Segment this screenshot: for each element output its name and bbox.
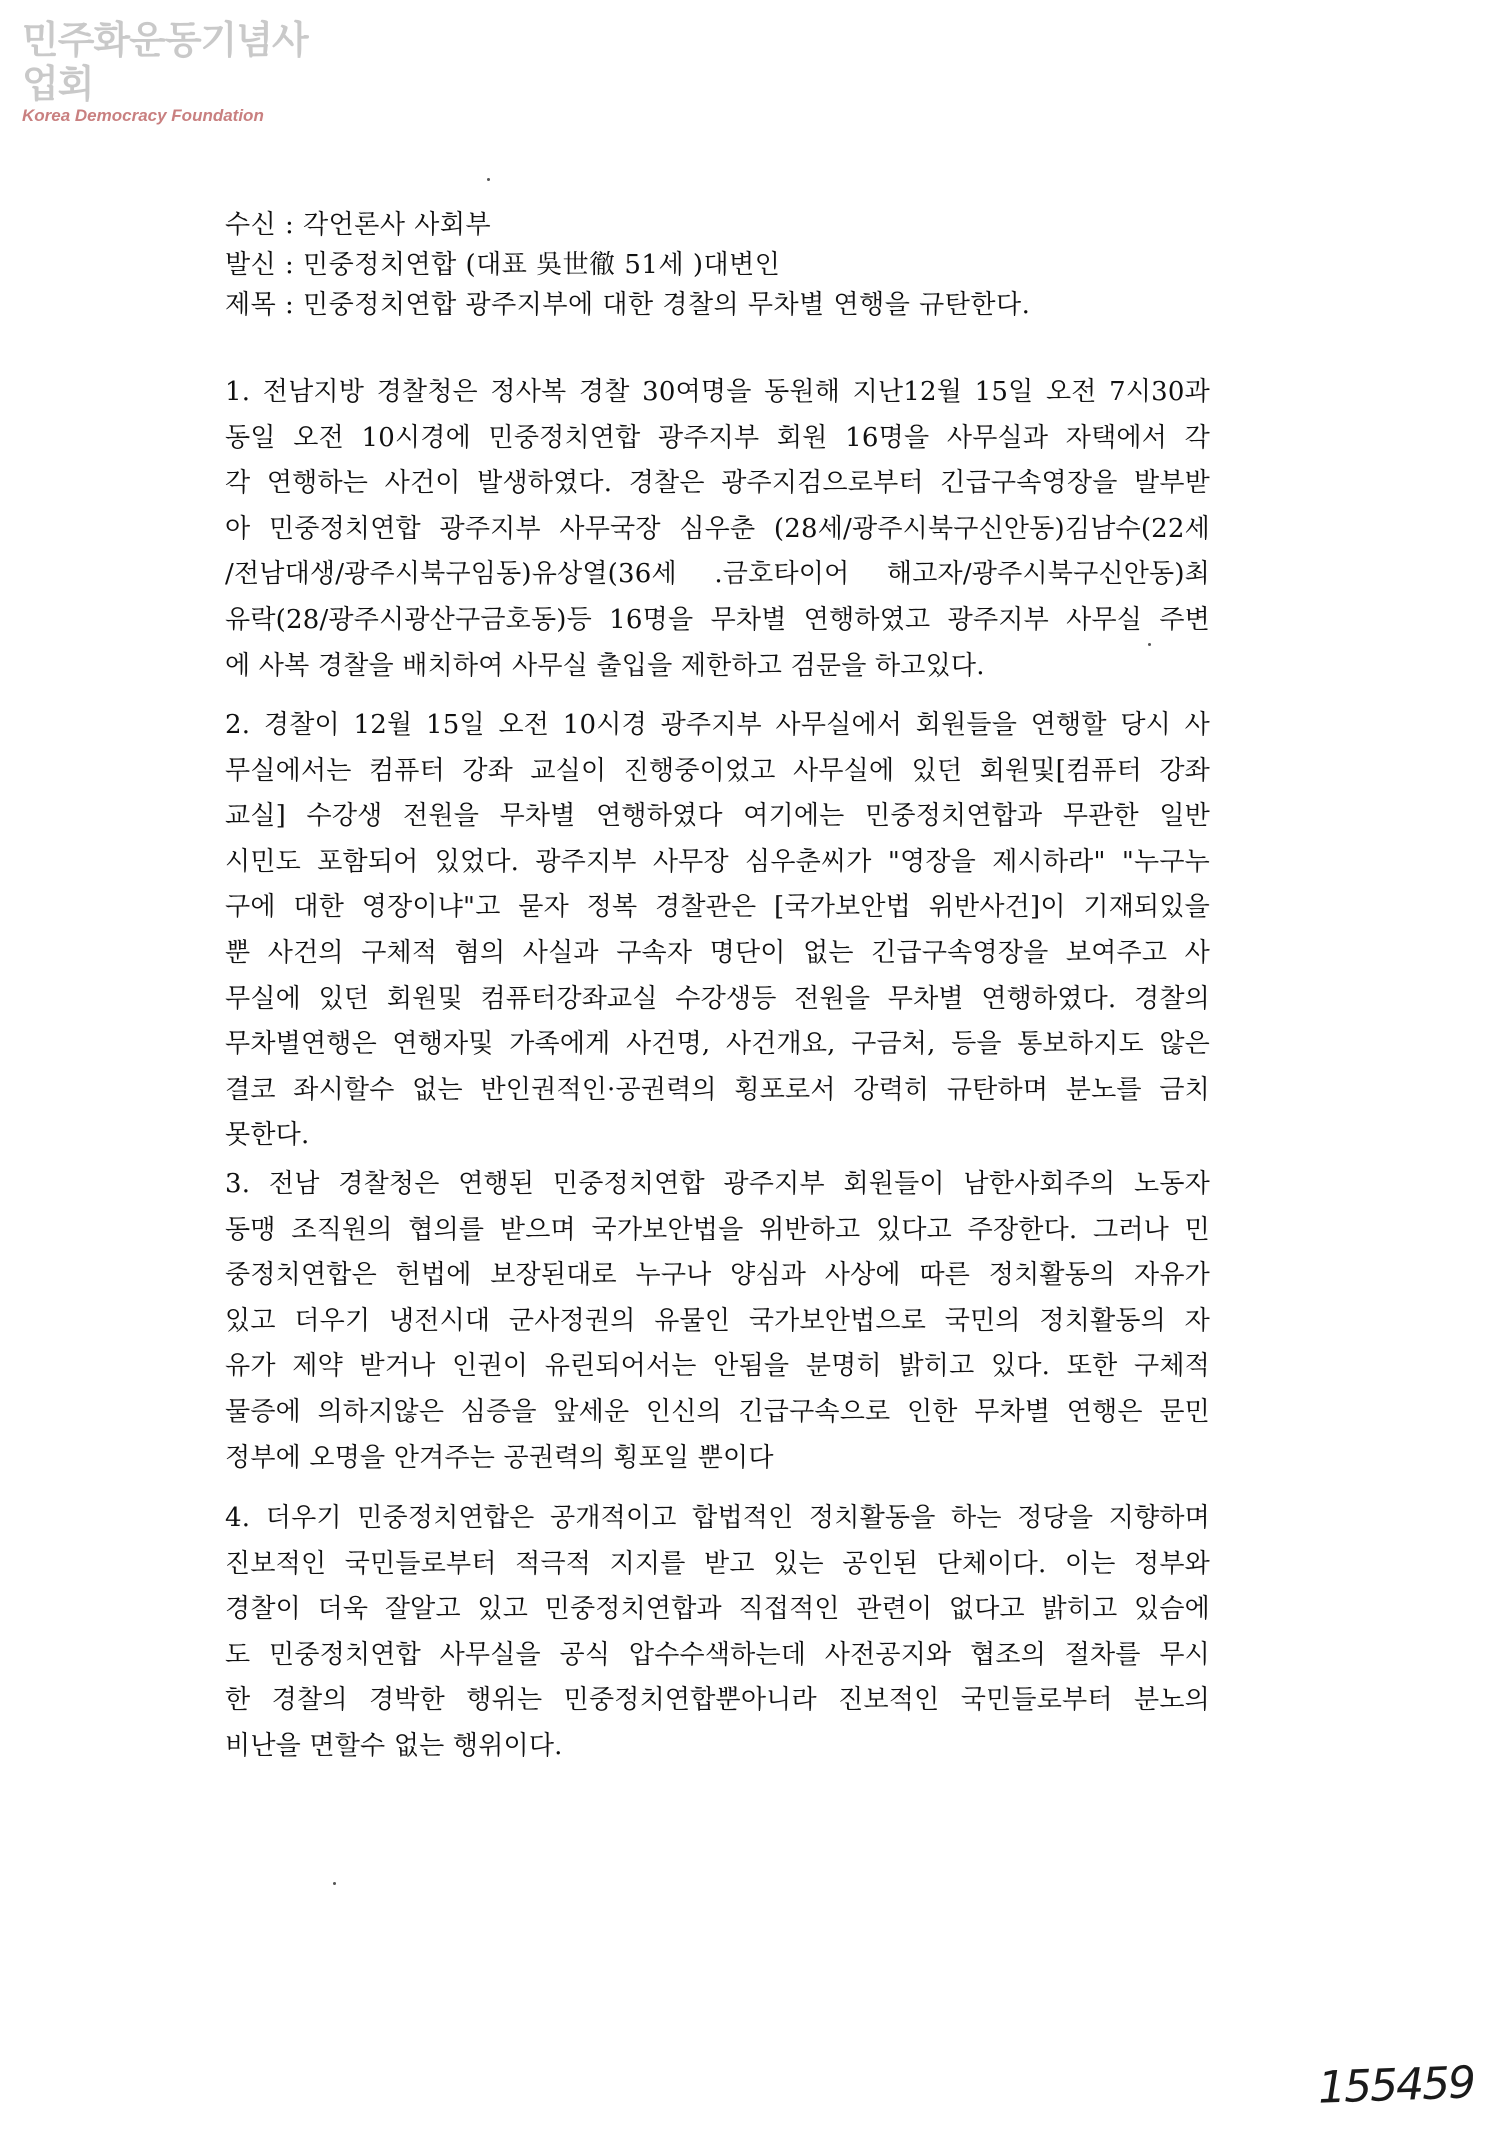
paragraph-line: 아 민중정치연합 광주지부 사무국장 심우춘 (28세/광주시북구신안동)김남수(22세 [225,513,1210,544]
paragraph-line: 못한다. [225,1120,310,1151]
paragraph-line: 동맹 조직원의 협의를 받으며 국가보안법을 위반하고 있다고 주장한다. 그러나 민 [225,1214,1210,1245]
sender-line: 발신 : 민중정치연합 (대표 吳世徹 51세 )대변인 [225,250,781,280]
paragraph-line: 경찰이 더욱 잘알고 있고 민중정치연합과 직접적인 관련이 없다고 밝히고 있슴에 [225,1594,1210,1625]
paragraph-line: 4. 더우기 민중정치연합은 공개적이고 합법적인 정치활동을 하는 정당을 지향하며 [225,1503,1210,1533]
paragraph-line: 무실에 있던 회원및 컴퓨터강좌교실 수강생등 전원을 무차별 연행하였다. 경찰의 [225,983,1210,1014]
paragraph-line: 정부에 오명을 안겨주는 공권력의 횡포일 뿐이다 [225,1442,774,1473]
paragraph-line: 각 연행하는 사건이 발생하였다. 경찰은 광주지검으로부터 긴급구속영장을 발부받 [225,468,1210,499]
paragraph-line: /전남대생/광주시북구임동)유상열(36세 .금호타이어 해고자/광주시북구신안동)최 [225,559,1210,590]
paragraph-line: 구에 대한 영장이냐"고 묻자 정복 경찰관은 [국가보안법 위반사건]이 기재되있을 [225,892,1210,923]
paragraph-line: 에 사복 경찰을 배치하여 사무실 출입을 제한하고 검문을 하고있다. [225,650,985,681]
paragraph-line: 진보적인 국민들로부터 적극적 지지를 받고 있는 공인된 단체이다. 이는 정부와 [225,1548,1210,1579]
recipient-line: 수신 : 각언론사 사회부 [225,210,492,240]
paragraph-line: 물증에 의하지않은 심증을 앞세운 인신의 긴급구속으로 인한 무차별 연행은 문민 [225,1396,1210,1427]
paragraph-line: 있고 더우기 냉전시대 군사정권의 유물인 국가보안법으로 국민의 정치활동의 자 [225,1305,1210,1336]
paragraph-line: 시민도 포함되어 있었다. 광주지부 사무장 심우춘씨가 "영장을 제시하라" "누구누 [225,846,1210,877]
scan-speck [1148,643,1151,646]
paragraph-4 [225,1496,1210,1770]
paragraph-line: 유가 제약 받거나 인권이 유린되어서는 안됨을 분명히 밝히고 있다. 또한 구체적 [225,1351,1210,1382]
document-header [225,205,1225,325]
paragraph-line: 도 민중정치연합 사무실을 공식 압수수색하는데 사전공지와 협조의 절차를 무시 [225,1639,1210,1670]
paragraph-1 [225,370,1210,689]
paragraph-line: 1. 전남지방 경찰청은 정사복 경찰 30여명을 동원해 지난12월 15일 오전 7시30과 [225,377,1210,407]
foundation-watermark [22,18,322,126]
subject-line: 제목 : 민중정치연합 광주지부에 대한 경찰의 무차별 연행을 규탄한다. [225,290,1031,320]
scan-speck [333,1882,336,1885]
paragraph-2 [225,703,1210,1159]
paragraph-line: 교실] 수강생 전원을 무차별 연행하였다 여기에는 민중정치연합과 무관한 일반 [225,801,1210,832]
watermark-english: Korea Democracy Foundation [22,106,264,125]
watermark-korean: 민주화운동기념사업회 [22,18,308,106]
paragraph-line: 중정치연합은 헌법에 보장된대로 누구나 양심과 사상에 따른 정치활동의 자유가 [225,1260,1210,1291]
paragraph-line: 3. 전남 경찰청은 연행된 민중정치연합 광주지부 회원들이 남한사회주의 노동자 [225,1169,1210,1199]
paragraph-line: 동일 오전 10시경에 민중정치연합 광주지부 회원 16명을 사무실과 자택에서 각 [225,422,1210,453]
paragraph-3 [225,1162,1210,1481]
paragraph-line: 뿐 사건의 구체적 혐의 사실과 구속자 명단이 없는 긴급구속영장을 보여주고 사 [225,937,1210,968]
paragraph-line: 유락(28/광주시광산구금호동)등 16명을 무차별 연행하였고 광주지부 사무실 주변 [225,604,1210,635]
scan-speck [487,178,490,181]
paragraph-line: 한 경찰의 경박한 행위는 민중정치연합뿐아니라 진보적인 국민들로부터 분노의 [225,1685,1210,1716]
paragraph-line: 2. 경찰이 12월 15일 오전 10시경 광주지부 사무실에서 회원들을 연행할 당시 사 [225,710,1210,740]
paragraph-line: 무실에서는 컴퓨터 강좌 교실이 진행중이었고 사무실에 있던 회원및[컴퓨터 강좌 [225,755,1210,786]
paragraph-line: 결코 좌시할수 없는 반인권적인·공권력의 횡포로서 강력히 규탄하며 분노를 금치 [225,1074,1210,1105]
handwritten-page-number: 155459 [1317,2057,1475,2114]
paragraph-line: 무차별연행은 연행자및 가족에게 사건명, 사건개요, 구금처, 등을 통보하지도 않은 [225,1029,1210,1060]
paragraph-line: 비난을 면할수 없는 행위이다. [225,1730,563,1761]
